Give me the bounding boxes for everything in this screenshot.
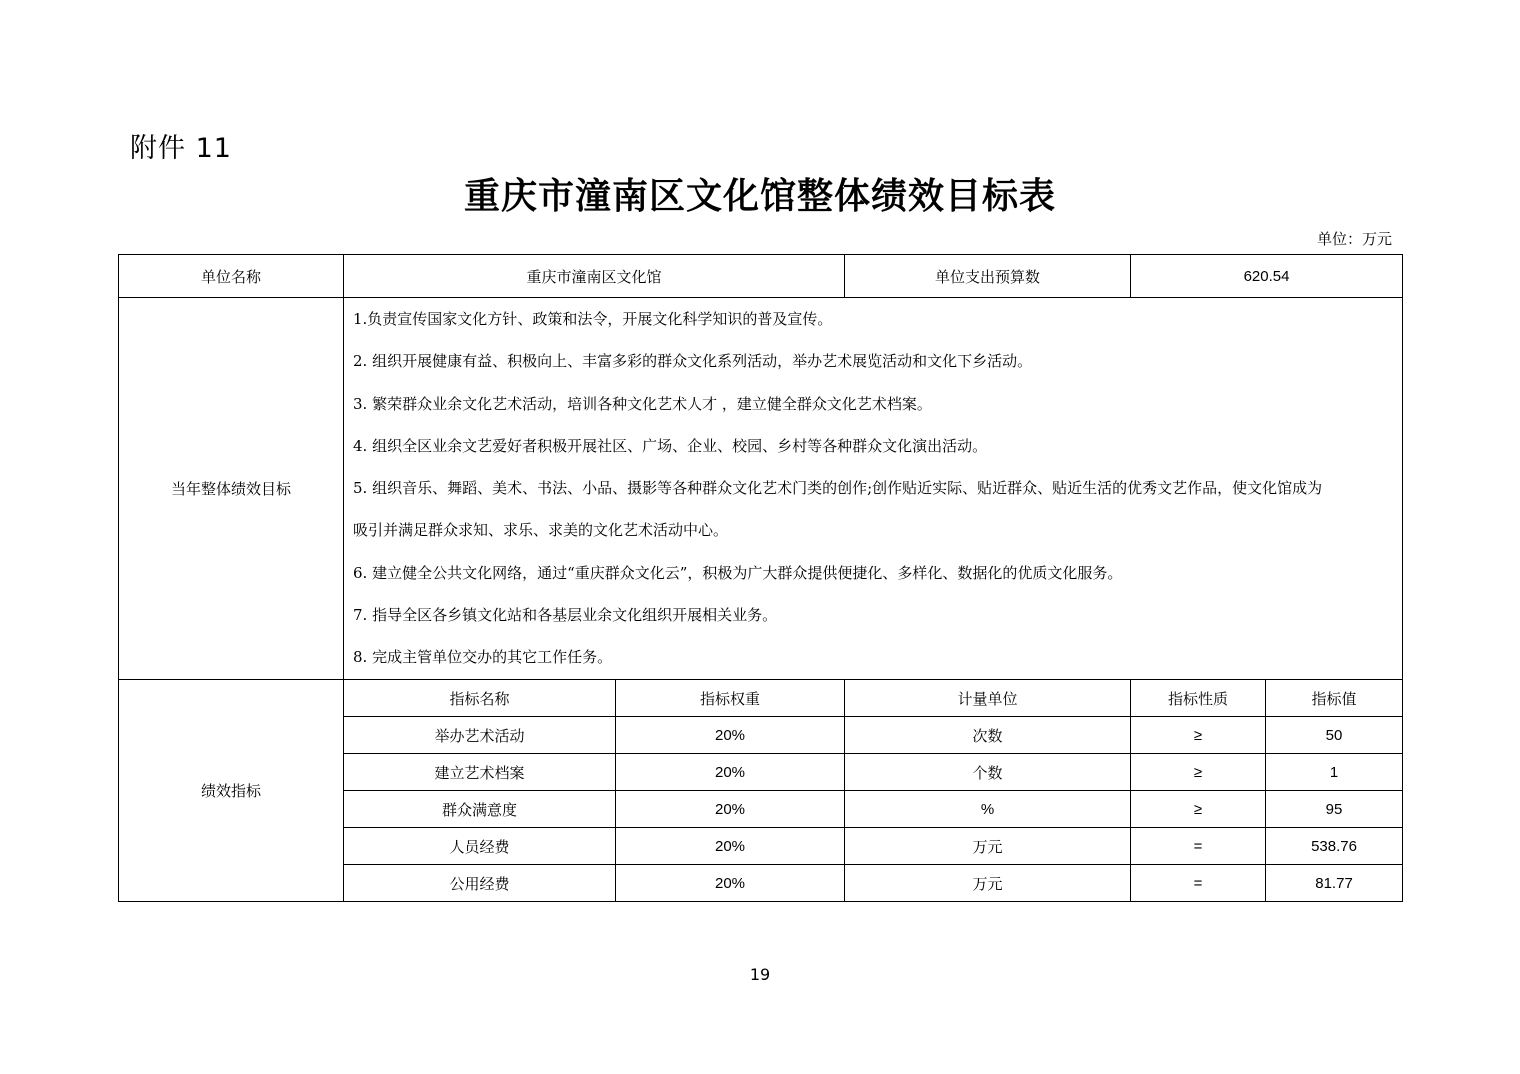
column-header: 指标权重 xyxy=(616,680,845,717)
indicator-weight: 20% xyxy=(616,865,845,902)
goals-row xyxy=(119,298,1403,680)
indicator-nature: = xyxy=(1131,828,1266,865)
goals-content xyxy=(344,298,1403,680)
unit-name-value: 重庆市潼南区文化馆 xyxy=(344,255,845,298)
indicator-name: 举办艺术活动 xyxy=(344,717,616,754)
performance-table xyxy=(118,254,1403,902)
goal-line: 8. 完成主管单位交办的其它工作任务。 xyxy=(353,648,613,667)
column-header: 指标名称 xyxy=(344,680,616,717)
indicator-weight: 20% xyxy=(616,791,845,828)
indicator-unit: 次数 xyxy=(845,717,1131,754)
column-header: 指标性质 xyxy=(1131,680,1266,717)
indicator-name: 群众满意度 xyxy=(344,791,616,828)
indicator-unit: 万元 xyxy=(845,865,1131,902)
basic-info-row xyxy=(119,255,1403,298)
budget-value: 620.54 xyxy=(1131,255,1403,298)
indicator-nature: = xyxy=(1131,865,1266,902)
indicator-unit: 万元 xyxy=(845,828,1131,865)
indicator-weight: 20% xyxy=(616,754,845,791)
indicator-weight: 20% xyxy=(616,828,845,865)
indicator-nature: ≥ xyxy=(1131,717,1266,754)
indicator-header-row xyxy=(119,680,1403,717)
indicator-unit: 个数 xyxy=(845,754,1131,791)
goal-line: 6. 建立健全公共文化网络，通过“重庆群众文化云”，积极为广大群众提供便捷化、多样化、数据化的优质文化服务。 xyxy=(353,563,1123,582)
unit-note: 单位：万元 xyxy=(1316,230,1392,248)
indicator-value: 81.77 xyxy=(1266,865,1403,902)
column-header: 指标值 xyxy=(1266,680,1403,717)
indicator-name: 公用经费 xyxy=(344,865,616,902)
document-title: 重庆市潼南区文化馆整体绩效目标表 xyxy=(463,175,1056,217)
indicators-label: 绩效指标 xyxy=(119,680,344,902)
goal-line: 5. 组织音乐、舞蹈、美术、书法、小品、摄影等各种群众文化艺术门类的创作;创作贴近实际、贴近群众、贴近生活的优秀文艺作品，使文化馆成为 xyxy=(353,479,1323,498)
indicator-unit: % xyxy=(845,791,1131,828)
goal-line: 吸引并满足群众求知、求乐、求美的文化艺术活动中心。 xyxy=(353,521,729,540)
unit-name-label: 单位名称 xyxy=(119,255,344,298)
indicator-value: 538.76 xyxy=(1266,828,1403,865)
goal-line: 1.负责宣传国家文化方针、政策和法令，开展文化科学知识的普及宣传。 xyxy=(353,310,833,328)
page-number: 19 xyxy=(749,965,771,984)
goals-label: 当年整体绩效目标 xyxy=(119,298,344,680)
attachment-label: 附件 11 xyxy=(130,133,232,164)
indicator-nature: ≥ xyxy=(1131,791,1266,828)
indicator-nature: ≥ xyxy=(1131,754,1266,791)
indicator-name: 建立艺术档案 xyxy=(344,754,616,791)
goal-line: 7. 指导全区各乡镇文化站和各基层业余文化组织开展相关业务。 xyxy=(353,606,778,625)
goal-line: 2. 组织开展健康有益、积极向上、丰富多彩的群众文化系列活动，举办艺术展览活动和文化下乡活动。 xyxy=(353,352,1033,371)
indicator-value: 95 xyxy=(1266,791,1403,828)
indicator-weight: 20% xyxy=(616,717,845,754)
goal-line: 4. 组织全区业余文艺爱好者积极开展社区、广场、企业、校园、乡村等各种群众文化演出活动。 xyxy=(353,436,988,455)
budget-label: 单位支出预算数 xyxy=(845,255,1131,298)
indicator-value: 1 xyxy=(1266,754,1403,791)
column-header: 计量单位 xyxy=(845,680,1131,717)
indicator-name: 人员经费 xyxy=(344,828,616,865)
indicator-value: 50 xyxy=(1266,717,1403,754)
goal-line: 3. 繁荣群众业余文化艺术活动，培训各种文化艺术人才 ，建立健全群众文化艺术档案。 xyxy=(353,394,932,413)
